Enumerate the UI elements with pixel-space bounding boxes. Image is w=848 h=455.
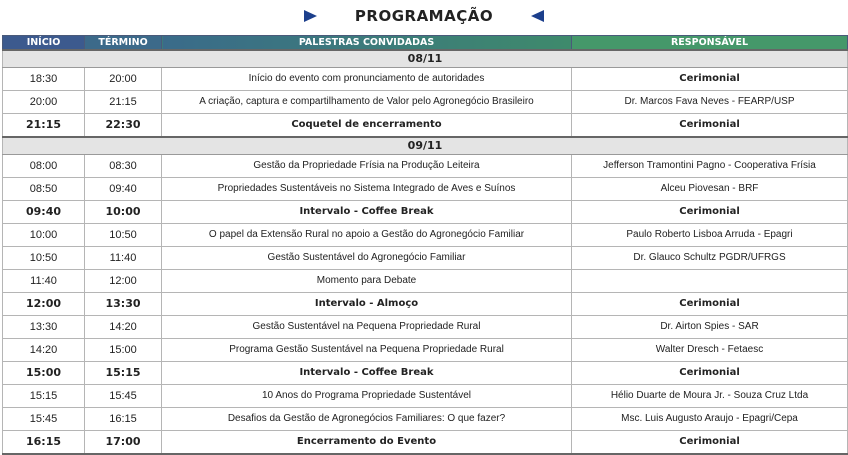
talk-title: Propriedades Sustentáveis no Sistema Integrado de Aves e Suínos: [162, 177, 572, 200]
schedule-row: [3, 292, 848, 315]
responsible: Cerimonial: [572, 113, 848, 137]
end-time: 20:00: [85, 67, 162, 90]
schedule-table: [2, 35, 848, 455]
header-termino: TÉRMINO: [85, 36, 162, 50]
talk-title: Intervalo - Coffee Break: [162, 361, 572, 384]
schedule-row: [3, 113, 848, 137]
responsible: Cerimonial: [572, 430, 848, 454]
start-time: 18:30: [3, 67, 85, 90]
schedule-row: [3, 154, 848, 177]
responsible: [572, 269, 848, 292]
end-time: 09:40: [85, 177, 162, 200]
start-time: 15:15: [3, 384, 85, 407]
start-time: 08:50: [3, 177, 85, 200]
start-time: 15:45: [3, 407, 85, 430]
end-time: 15:00: [85, 338, 162, 361]
start-time: 20:00: [3, 90, 85, 113]
start-time: 21:15: [3, 113, 85, 137]
talk-title: O papel da Extensão Rural no apoio a Gestão do Agronegócio Familiar: [162, 223, 572, 246]
talk-title: Desafios da Gestão de Agronegócios Familiares: O que fazer?: [162, 407, 572, 430]
schedule-row: [3, 384, 848, 407]
responsible: Dr. Marcos Fava Neves - FEARP/USP: [572, 90, 848, 113]
start-time: 11:40: [3, 269, 85, 292]
schedule-row: [3, 90, 848, 113]
responsible: Jefferson Tramontini Pagno - Cooperativa Frísia: [572, 154, 848, 177]
schedule-row: [3, 430, 848, 454]
talk-title: Gestão da Propriedade Frísia na Produção Leiteira: [162, 154, 572, 177]
arrow-right-icon: [304, 10, 317, 22]
end-time: 15:15: [85, 361, 162, 384]
talk-title: Momento para Debate: [162, 269, 572, 292]
talk-title: A criação, captura e compartilhamento de Valor pelo Agronegócio Brasileiro: [162, 90, 572, 113]
schedule-row: [3, 407, 848, 430]
talk-title: Programa Gestão Sustentável na Pequena Propriedade Rural: [162, 338, 572, 361]
end-time: 08:30: [85, 154, 162, 177]
responsible: Walter Dresch - Fetaesc: [572, 338, 848, 361]
arrow-left-icon: [531, 10, 544, 22]
start-time: 14:20: [3, 338, 85, 361]
schedule-row: [3, 315, 848, 338]
day-row: [3, 137, 848, 155]
end-time: 11:40: [85, 246, 162, 269]
responsible: Msc. Luis Augusto Araujo - Epagri/Cepa: [572, 407, 848, 430]
responsible: Dr. Glauco Schultz PGDR/UFRGS: [572, 246, 848, 269]
responsible: Cerimonial: [572, 292, 848, 315]
start-time: 09:40: [3, 200, 85, 223]
talk-title: Encerramento do Evento: [162, 430, 572, 454]
schedule-row: [3, 246, 848, 269]
schedule-body: [3, 50, 848, 454]
talk-title: Início do evento com pronunciamento de autoridades: [162, 67, 572, 90]
end-time: 10:00: [85, 200, 162, 223]
start-time: 10:50: [3, 246, 85, 269]
schedule-row: [3, 67, 848, 90]
day-date: 09/11: [3, 137, 848, 155]
end-time: 21:15: [85, 90, 162, 113]
end-time: 22:30: [85, 113, 162, 137]
responsible: Paulo Roberto Lisboa Arruda - Epagri: [572, 223, 848, 246]
talk-title: 10 Anos do Programa Propriedade Sustentável: [162, 384, 572, 407]
talk-title: Gestão Sustentável na Pequena Propriedade Rural: [162, 315, 572, 338]
start-time: 15:00: [3, 361, 85, 384]
schedule-row: [3, 338, 848, 361]
end-time: 10:50: [85, 223, 162, 246]
responsible: Cerimonial: [572, 67, 848, 90]
talk-title: Coquetel de encerramento: [162, 113, 572, 137]
talk-title: Gestão Sustentável do Agronegócio Familiar: [162, 246, 572, 269]
responsible: Hélio Duarte de Moura Jr. - Souza Cruz Ltda: [572, 384, 848, 407]
end-time: 14:20: [85, 315, 162, 338]
page-title: PROGRAMAÇÃO: [354, 7, 494, 25]
responsible: Cerimonial: [572, 361, 848, 384]
title-bar: [0, 4, 848, 28]
end-time: 16:15: [85, 407, 162, 430]
schedule-row: [3, 177, 848, 200]
header-palestras: PALESTRAS CONVIDADAS: [162, 36, 572, 50]
talk-title: Intervalo - Almoço: [162, 292, 572, 315]
responsible: Cerimonial: [572, 200, 848, 223]
end-time: 17:00: [85, 430, 162, 454]
responsible: Dr. Airton Spies - SAR: [572, 315, 848, 338]
start-time: 16:15: [3, 430, 85, 454]
header-row: [3, 36, 848, 50]
header-responsavel: RESPONSÁVEL: [572, 36, 848, 50]
start-time: 08:00: [3, 154, 85, 177]
day-row: [3, 50, 848, 68]
end-time: 12:00: [85, 269, 162, 292]
schedule-row: [3, 269, 848, 292]
schedule-row: [3, 200, 848, 223]
header-inicio: INÍCIO: [3, 36, 85, 50]
start-time: 10:00: [3, 223, 85, 246]
schedule-row: [3, 223, 848, 246]
start-time: 13:30: [3, 315, 85, 338]
responsible: Alceu Piovesan - BRF: [572, 177, 848, 200]
end-time: 13:30: [85, 292, 162, 315]
schedule-row: [3, 361, 848, 384]
day-date: 08/11: [3, 50, 848, 68]
end-time: 15:45: [85, 384, 162, 407]
talk-title: Intervalo - Coffee Break: [162, 200, 572, 223]
start-time: 12:00: [3, 292, 85, 315]
